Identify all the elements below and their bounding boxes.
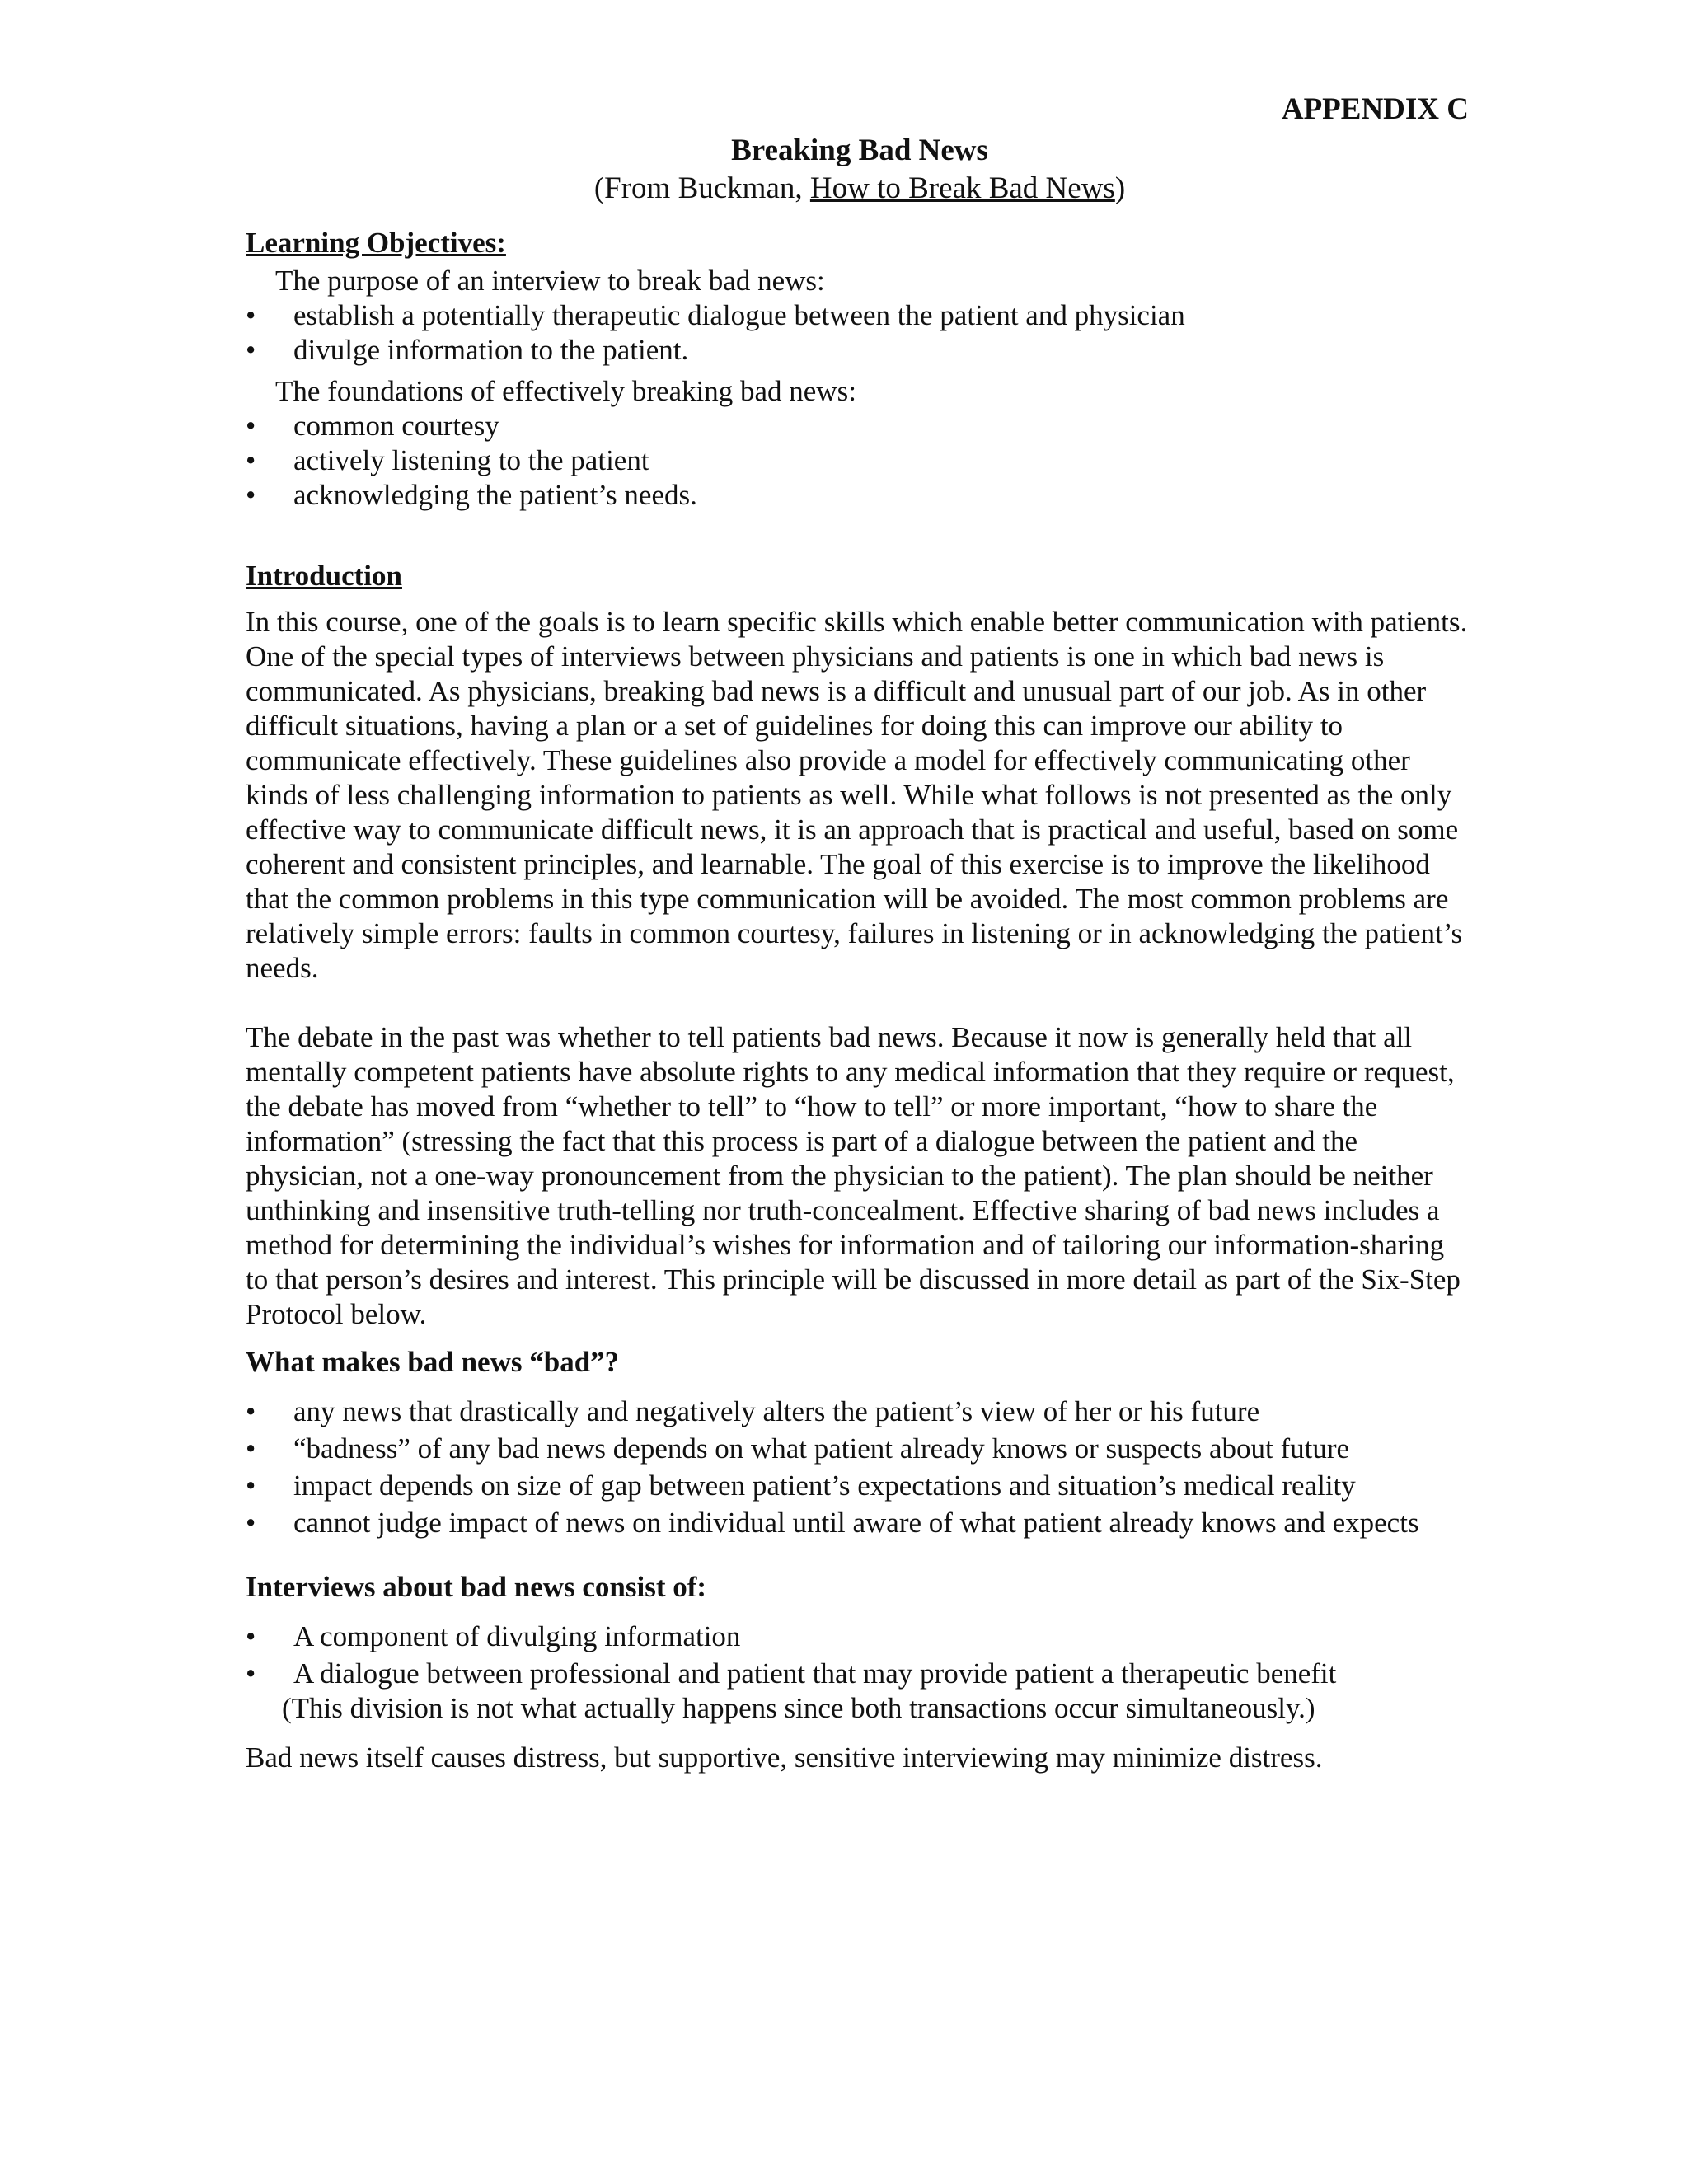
list-item-text: impact depends on size of gap between patient’s expectations and situation’s medical reality	[293, 1469, 1356, 1502]
list-item	[246, 333, 1474, 368]
bullet-icon: •	[246, 299, 256, 331]
bullet-icon: •	[246, 410, 256, 442]
introduction-heading: Introduction	[246, 560, 402, 592]
list-item-text: “badness” of any bad news depends on what patient already knows or suspects about future	[293, 1432, 1350, 1465]
interviews-heading: Interviews about bad news consist of:	[246, 1571, 707, 1603]
bullet-icon: •	[246, 1395, 256, 1427]
source-prefix: (From Buckman,	[593, 171, 810, 205]
document-title: Breaking Bad News	[731, 134, 988, 167]
list-item-text: divulge information to the patient.	[293, 334, 689, 366]
bullet-icon: •	[246, 334, 256, 366]
bad-news-list	[246, 1394, 1474, 1540]
foundations-list	[246, 409, 1474, 513]
list-item-text: any news that drastically and negatively alters the patient’s view of her or his future	[293, 1395, 1260, 1427]
closing-sentence: Bad news itself causes distress, but supportive, sensitive interviewing may minimize distress.	[246, 1741, 1323, 1774]
list-item-text: A dialogue between professional and patient that may provide patient a therapeutic benefit	[293, 1657, 1337, 1690]
source-suffix: )	[1114, 171, 1126, 205]
foundations-intro: The foundations of effectively breaking bad news:	[275, 375, 856, 407]
bad-news-heading: What makes bad news “bad”?	[246, 1346, 620, 1378]
list-item	[246, 443, 1474, 478]
list-item-text: cannot judge impact of news on individual until aware of what patient already knows and expects	[293, 1507, 1419, 1539]
list-item	[246, 1619, 1474, 1654]
purpose-intro: The purpose of an interview to break bad news:	[275, 265, 825, 297]
learning-objectives-heading: Learning Objectives:	[246, 227, 506, 259]
bullet-icon: •	[246, 1507, 256, 1539]
introduction-paragraph-2: The debate in the past was whether to tell patients bad news. Because it now is generally held that all mentally competent patients have absolute rights to any medical information that they require or request, the debate has moved from “whether to tell” to “how to tell” or more important, “how to share the information” (stressing the fact that this process is part of a dialogue between the patient and the physician, not a one-way pronouncement from the physician to the patient). The plan should be neither unthinking and insensitive truth-telling nor truth-concealment. Effective sharing of bad news includes a method for determining the individual’s wishes for information and of tailoring our information-sharing to that person’s desires and interest. This principle will be discussed in more detail as part of the Six-Step Protocol below.	[246, 1021, 1461, 1330]
interviews-list	[246, 1619, 1474, 1691]
list-item-text: common courtesy	[293, 410, 499, 442]
introduction-paragraph-1: In this course, one of the goals is to learn specific skills which enable better communication with patients. One of the special types of interviews between physicians and patients is one in which bad news is communicated. As physicians, breaking bad news is a difficult and unusual part of our job. As in other difficult situations, having a plan or a set of guidelines for doing this can improve our ability to communicate effectively. These guidelines also provide a model for effectively communicating other kinds of less challenging information to patients as well. While what follows is not presented as the only effective way to communicate difficult news, it is an approach that is practical and useful, based on some coherent and consistent principles, and learnable. The goal of this exercise is to improve the likelihood that the common problems in this type communication will be avoided. The most common problems are relatively simple errors: faults in common courtesy, failures in listening or in acknowledging the patient’s needs.	[246, 606, 1468, 984]
document-page	[246, 91, 1474, 1775]
bullet-icon: •	[246, 444, 256, 476]
list-item	[246, 1469, 1474, 1503]
bullet-icon: •	[246, 1620, 256, 1652]
list-item-text: A component of divulging information	[293, 1620, 741, 1652]
list-item	[246, 409, 1474, 443]
appendix-label: APPENDIX C	[1281, 92, 1469, 126]
list-item-text: acknowledging the patient’s needs.	[293, 479, 697, 511]
list-item	[246, 1432, 1474, 1466]
source-citation	[246, 170, 1474, 208]
list-item	[246, 1394, 1474, 1429]
purpose-list	[246, 298, 1474, 368]
list-item	[246, 478, 1474, 513]
bullet-icon: •	[246, 479, 256, 511]
list-item-text: actively listening to the patient	[293, 444, 649, 476]
list-item	[246, 298, 1474, 333]
interviews-note: (This division is not what actually happens since both transactions occur simultaneously.)	[282, 1692, 1315, 1724]
bullet-icon: •	[246, 1469, 256, 1502]
source-book-title: How to Break Bad News	[809, 171, 1115, 205]
list-item	[246, 1506, 1474, 1540]
bullet-icon: •	[246, 1432, 256, 1465]
list-item	[246, 1657, 1474, 1691]
bullet-icon: •	[246, 1657, 256, 1690]
list-item-text: establish a potentially therapeutic dialogue between the patient and physician	[293, 299, 1185, 331]
